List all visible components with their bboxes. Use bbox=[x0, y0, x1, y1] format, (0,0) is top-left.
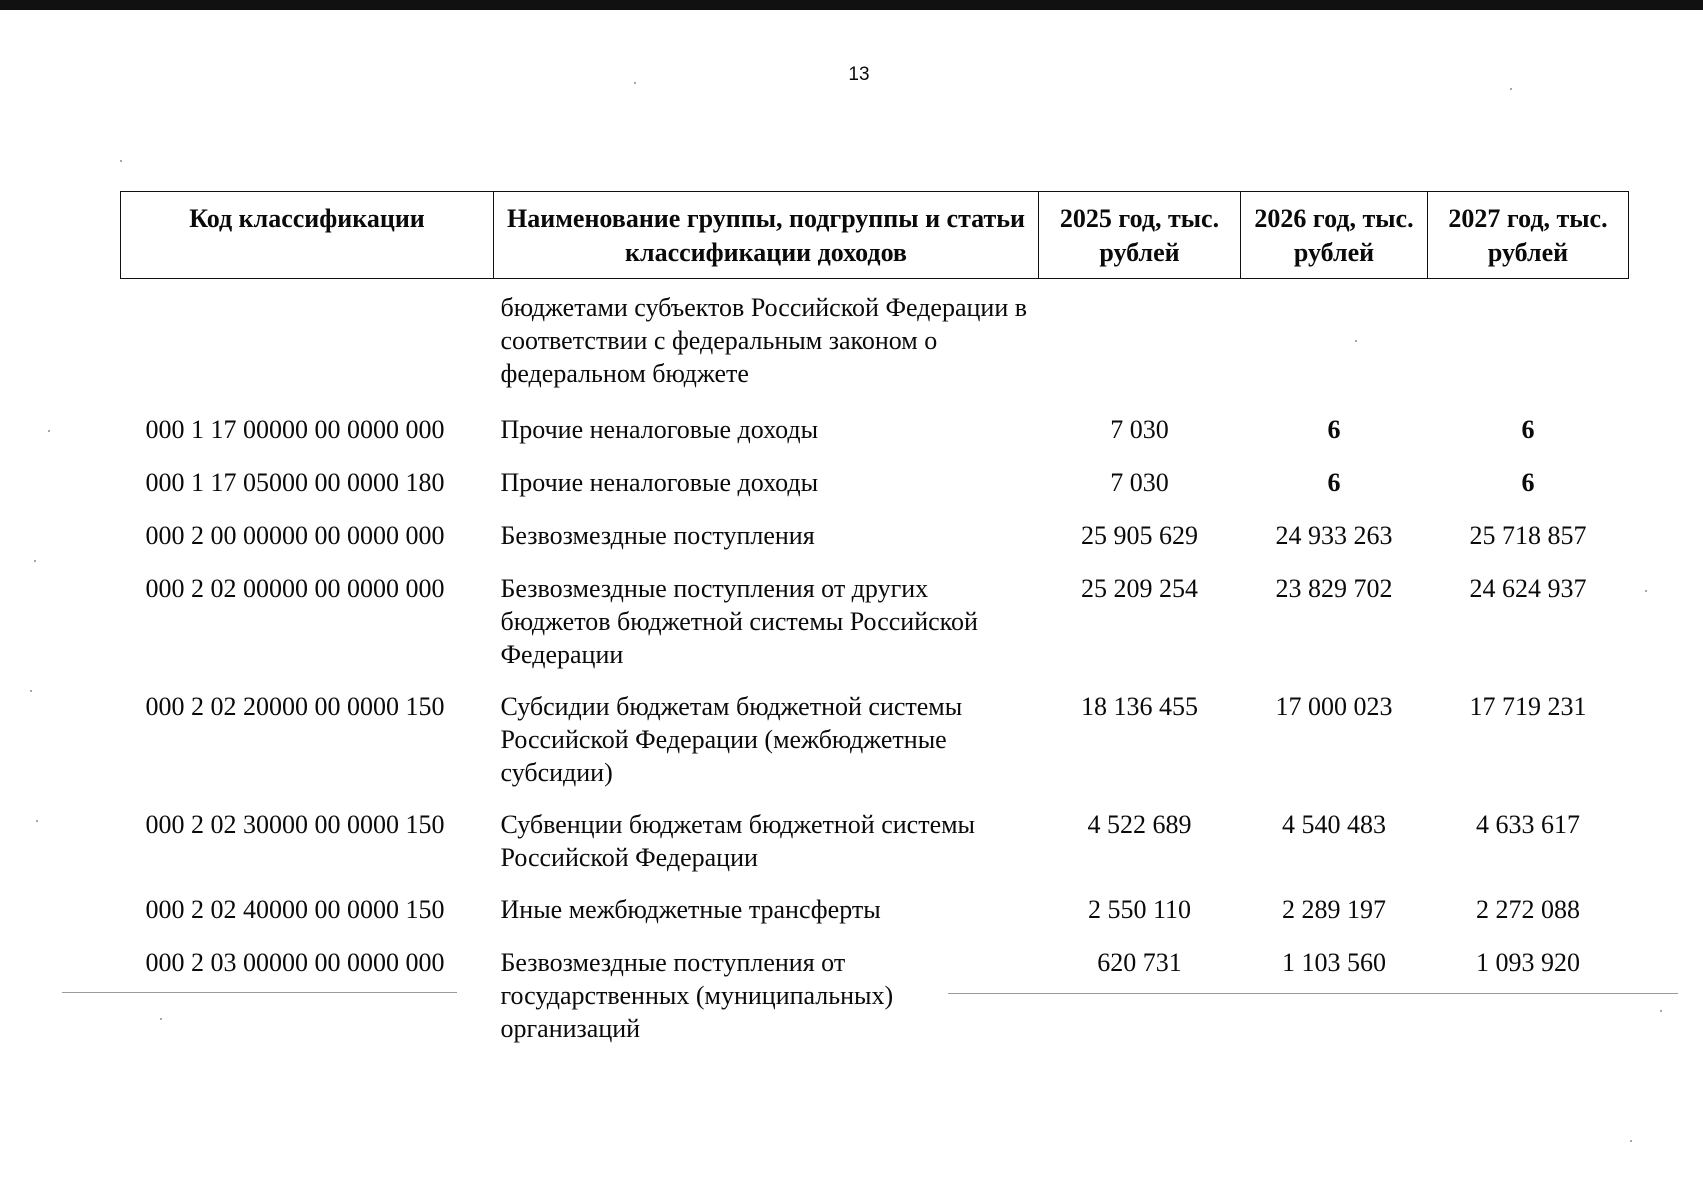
table-row bbox=[121, 893, 1629, 946]
table-cell-empty bbox=[1241, 279, 1428, 414]
revenue-table-container bbox=[120, 191, 1628, 1046]
revenue-name: Прочие неналоговые доходы bbox=[500, 468, 819, 497]
revenue-name: Безвозмездные поступления от других бюджетов бюджетной системы Российской Федерации bbox=[500, 574, 978, 669]
scan-speck bbox=[120, 160, 122, 162]
revenue-name: Безвозмездные поступления от государственных (муниципальных) организаций bbox=[500, 948, 894, 1043]
revenue-name: Безвозмездные поступления bbox=[500, 521, 815, 550]
value-2025: 18 136 455 bbox=[1081, 692, 1198, 721]
scan-top-border bbox=[0, 0, 1703, 10]
table-cell-empty bbox=[1039, 279, 1241, 414]
value-2027: 4 633 617 bbox=[1476, 810, 1580, 839]
classification-code: 000 2 02 00000 00 0000 000 bbox=[145, 574, 445, 603]
scan-speck bbox=[1630, 1140, 1632, 1142]
revenue-name: Субсидии бюджетам бюджетной системы Российской Федерации (межбюджетные субсидии) bbox=[500, 692, 963, 787]
page-number: 13 bbox=[848, 64, 870, 85]
table-row bbox=[121, 572, 1629, 690]
table-row-continuation bbox=[121, 279, 1629, 414]
value-2027: 6 bbox=[1521, 468, 1535, 497]
scan-speck bbox=[1645, 590, 1647, 592]
table-header-row bbox=[121, 192, 1629, 279]
classification-code: 000 2 02 30000 00 0000 150 bbox=[145, 810, 445, 839]
value-2027: 24 624 937 bbox=[1469, 574, 1587, 603]
value-2026: 2 289 197 bbox=[1282, 895, 1386, 924]
scan-speck bbox=[1660, 1010, 1662, 1012]
value-2026: 17 000 023 bbox=[1275, 692, 1393, 721]
scan-speck bbox=[634, 82, 636, 84]
table-row bbox=[121, 690, 1629, 808]
classification-code: 000 1 17 05000 00 0000 180 bbox=[145, 468, 445, 497]
header-year-2027: 2027 год, тыс. рублей bbox=[1428, 192, 1629, 279]
value-2025: 7 030 bbox=[1110, 415, 1169, 444]
revenue-name: Субвенции бюджетам бюджетной системы Российской Федерации bbox=[500, 810, 976, 872]
value-2025: 25 905 629 bbox=[1081, 521, 1198, 550]
scan-speck bbox=[34, 560, 36, 562]
revenue-name: Прочие неналоговые доходы bbox=[500, 415, 819, 444]
header-year-2025: 2025 год, тыс. рублей bbox=[1039, 192, 1241, 279]
value-2027: 25 718 857 bbox=[1469, 521, 1587, 550]
value-2027: 17 719 231 bbox=[1469, 692, 1587, 721]
value-2026: 24 933 263 bbox=[1275, 521, 1393, 550]
scan-fold-line-left bbox=[62, 992, 457, 993]
table-row bbox=[121, 808, 1629, 893]
classification-code: 000 2 02 40000 00 0000 150 bbox=[145, 895, 445, 924]
value-2025: 4 522 689 bbox=[1087, 810, 1192, 839]
header-year-2026: 2026 год, тыс. рублей bbox=[1241, 192, 1428, 279]
value-2026: 4 540 483 bbox=[1282, 810, 1386, 839]
revenue-table bbox=[120, 191, 1629, 1046]
table-row bbox=[121, 413, 1629, 466]
scan-speck bbox=[1510, 88, 1512, 90]
value-2025: 25 209 254 bbox=[1081, 574, 1198, 603]
classification-code: 000 1 17 00000 00 0000 000 bbox=[145, 415, 445, 444]
table-cell-empty bbox=[1428, 279, 1629, 414]
value-2027: 6 bbox=[1521, 415, 1535, 444]
scan-speck bbox=[1355, 340, 1357, 342]
scan-speck bbox=[48, 430, 50, 432]
classification-code: 000 2 00 00000 00 0000 000 bbox=[145, 521, 445, 550]
revenue-name: Иные межбюджетные трансферты bbox=[500, 895, 881, 924]
classification-code: 000 2 02 20000 00 0000 150 bbox=[145, 692, 445, 721]
value-2026: 6 bbox=[1327, 468, 1341, 497]
continuation-text: бюджетами субъектов Российской Федерации в соответствии с федеральным законом о федеральном бюджете bbox=[500, 293, 1028, 388]
value-2026: 23 829 702 bbox=[1275, 574, 1393, 603]
value-2027: 2 272 088 bbox=[1476, 895, 1580, 924]
value-2025: 7 030 bbox=[1110, 468, 1169, 497]
value-2026: 6 bbox=[1327, 415, 1341, 444]
value-2025: 620 731 bbox=[1097, 948, 1182, 977]
classification-code: 000 2 03 00000 00 0000 000 bbox=[145, 948, 445, 977]
table-row bbox=[121, 519, 1629, 572]
table-row bbox=[121, 466, 1629, 519]
scan-speck bbox=[160, 1018, 162, 1020]
value-2027: 1 093 920 bbox=[1476, 948, 1580, 977]
table-row bbox=[121, 946, 1629, 1046]
header-group-name: Наименование группы, подгруппы и статьи классификации доходов bbox=[494, 192, 1039, 279]
scan-speck bbox=[36, 820, 38, 822]
scan-fold-line-right bbox=[948, 993, 1678, 994]
table-cell-empty bbox=[121, 279, 494, 414]
value-2026: 1 103 560 bbox=[1282, 948, 1386, 977]
scan-speck bbox=[30, 690, 32, 692]
value-2025: 2 550 110 bbox=[1087, 895, 1192, 924]
header-classification-code: Код классификации bbox=[121, 192, 494, 279]
